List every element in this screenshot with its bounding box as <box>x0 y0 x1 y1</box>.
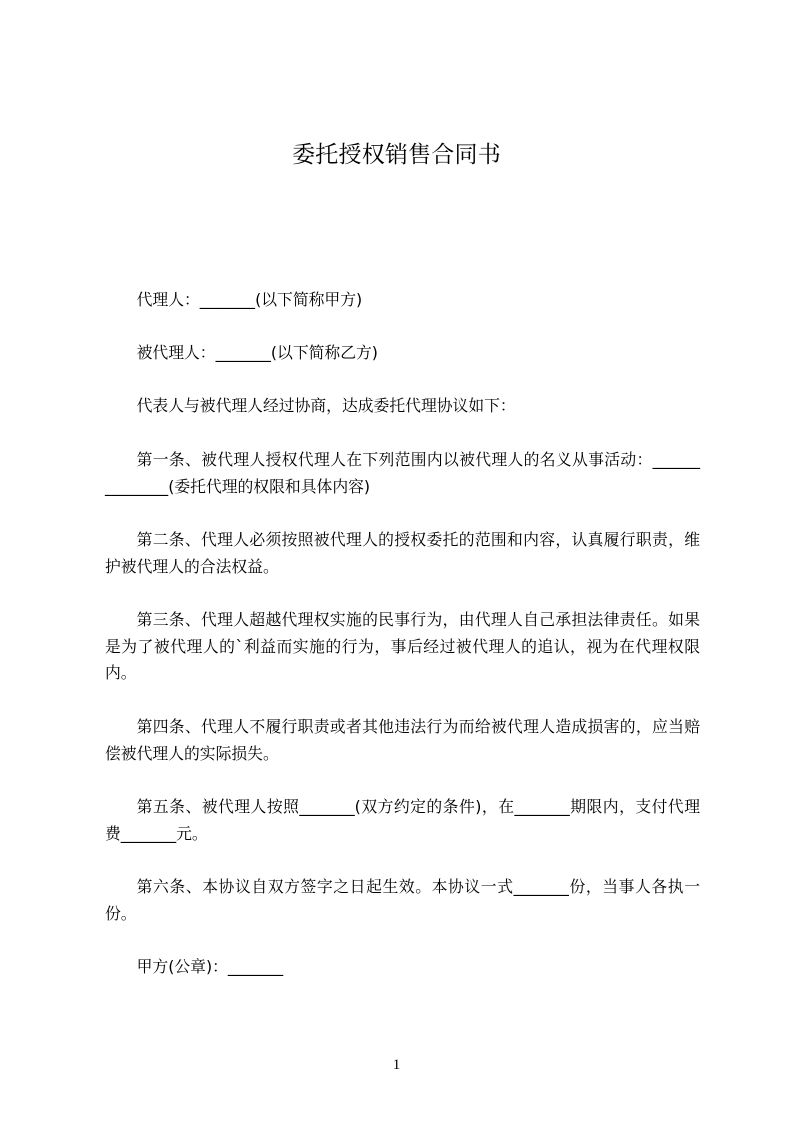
clause-5 <box>105 794 700 847</box>
paragraph-line: ________(委托代理的权限和具体内容) <box>105 476 371 496</box>
page-number: 1 <box>392 1057 401 1073</box>
preamble <box>105 393 700 420</box>
document-title: 委托授权销售合同书 <box>292 142 501 168</box>
party-a-line <box>105 287 700 314</box>
paragraph-line: 份。 <box>105 903 137 923</box>
paragraph-line: 内。 <box>105 663 137 683</box>
paragraph-line: 第六条、本协议自双方签字之日起生效。本协议一式_______份，当事人各执一 <box>136 876 700 896</box>
paragraph-line: 护被代理人的合法权益。 <box>105 556 279 576</box>
paragraph-line: 第二条、代理人必须按照被代理人的授权委托的范围和内容，认真履行职责，维 <box>136 529 700 549</box>
paragraph-line: 被代理人：_______(以下简称乙方) <box>136 343 378 363</box>
paragraph-line: 代表人与被代理人经过协商，达成委托代理协议如下： <box>136 396 516 416</box>
paragraph-line: 偿被代理人的实际损失。 <box>105 743 279 763</box>
paragraph-line: 第四条、代理人不履行职责或者其他违法行为而给被代理人造成损害的，应当赔 <box>136 716 700 736</box>
paragraph-line: 代理人：_______(以下简称甲方) <box>136 289 363 309</box>
paragraph-line: 第五条、被代理人按照_______(双方约定的条件)，在_______期限内，支付代理 <box>136 796 700 816</box>
clause-1 <box>105 447 700 500</box>
document-body <box>105 287 700 1008</box>
party-b-line <box>105 340 700 367</box>
paragraph-line: 第一条、被代理人授权代理人在下列范围内以被代理人的名义从事活动：______ <box>136 449 700 469</box>
clause-3 <box>105 607 700 687</box>
signature-party-a <box>105 954 700 981</box>
clause-2 <box>105 527 700 580</box>
clause-6 <box>105 874 700 927</box>
paragraph-line: 费_______元。 <box>105 823 208 843</box>
paragraph-line: 甲方(公章)：_______ <box>136 957 284 977</box>
paragraph-line: 是为了被代理人的`利益而实施的行为，事后经过被代理人的追认，视为在代理权限 <box>105 636 700 656</box>
clause-4 <box>105 714 700 767</box>
paragraph-line: 第三条、代理人超越代理权实施的民事行为，由代理人自己承担法律责任。如果 <box>136 610 700 629</box>
